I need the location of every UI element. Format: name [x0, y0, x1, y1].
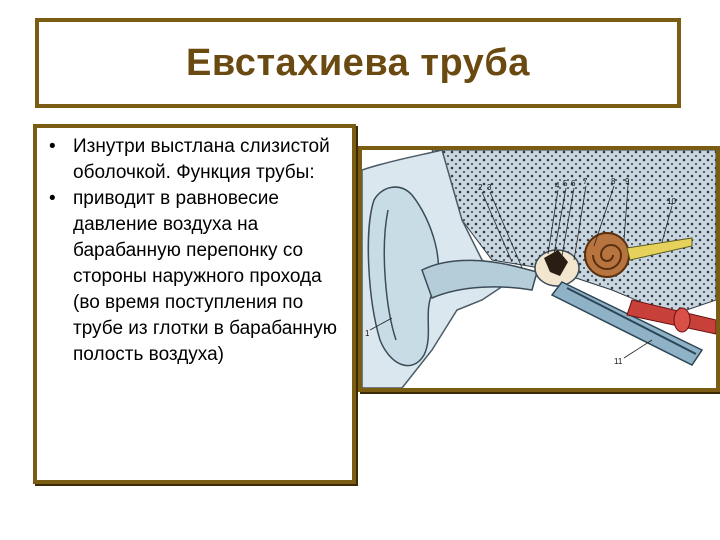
bullet-dot-icon: • [49, 136, 56, 157]
title-frame [35, 18, 681, 108]
label-10: 10 [667, 197, 676, 206]
ear-anatomy-illustration [358, 146, 720, 392]
label-2: 2 [478, 183, 483, 192]
label-3: 3 [487, 183, 492, 192]
bullet-dot-icon: • [49, 188, 56, 209]
text-panel [33, 124, 356, 484]
cochlea [585, 233, 629, 277]
label-5: 5 [563, 179, 568, 188]
label-7: 7 [583, 177, 588, 186]
label-6: 6 [571, 179, 576, 188]
slide-title: Евстахиева труба [186, 41, 530, 84]
label-9: 9 [625, 177, 630, 186]
label-1: 1 [365, 329, 370, 338]
bullet-text: Изнутри выстлана слизистой оболочкой. Функция трубы: [73, 136, 330, 183]
bullet-item-lining [45, 134, 342, 186]
label-8: 8 [611, 177, 616, 186]
bullet-list [37, 128, 352, 368]
ear-anatomy-svg [362, 150, 716, 388]
label-4: 4 [555, 181, 560, 190]
bullet-text: приводит в равновесие давление воздуха на барабанную перепонку со стороны наружного прохода (во время поступления по трубе из глотки в барабанную полость воздуха) [73, 188, 338, 365]
label-11: 11 [614, 357, 623, 366]
bullet-item-function [45, 186, 342, 368]
